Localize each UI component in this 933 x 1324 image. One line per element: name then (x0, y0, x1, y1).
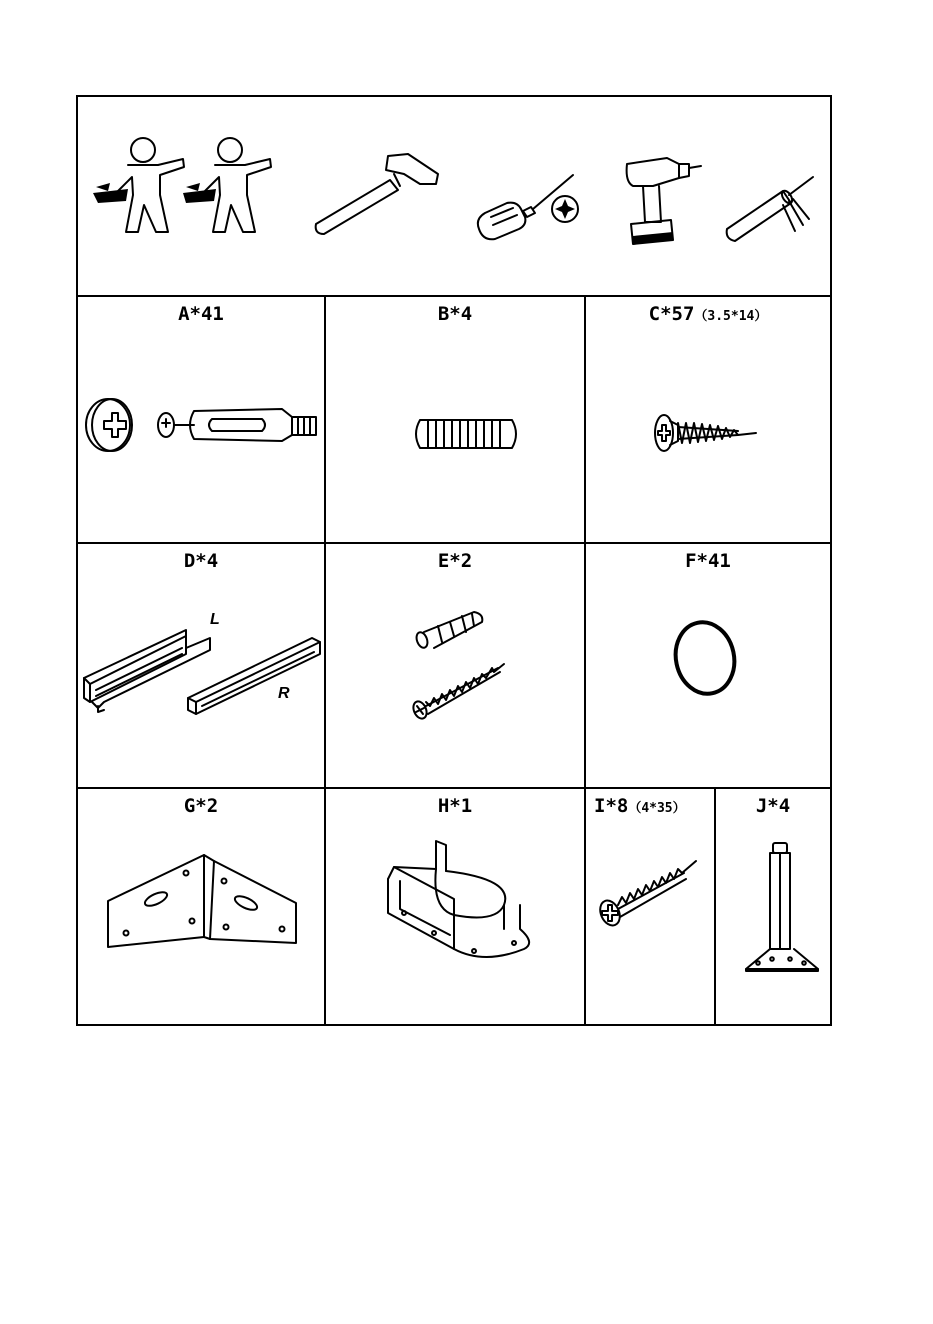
o-ring-icon (670, 618, 740, 698)
part-cell-j (716, 789, 830, 1026)
long-wood-screw-icon (596, 851, 700, 931)
parts-sheet (76, 95, 832, 1026)
caulking-gun-icon (723, 175, 818, 245)
part-label-e: E*2 (437, 550, 473, 572)
part-cell-d (78, 544, 324, 787)
part-cell-i (586, 789, 714, 1026)
part-label-i: I*8（4*35） (594, 795, 686, 817)
right-slide-mark: R (278, 685, 290, 702)
part-cell-g (78, 789, 324, 1026)
part-label-d: D*4 (183, 550, 219, 572)
angle-bracket-icon (106, 851, 300, 951)
u-shaped-cover-icon (384, 839, 534, 969)
part-cell-b (326, 297, 584, 542)
part-cell-e (326, 544, 584, 787)
wall-anchor-and-screw-icon (412, 606, 508, 726)
part-label-g: G*2 (183, 795, 219, 817)
part-cell-c (586, 297, 830, 542)
wooden-dowel-icon (410, 417, 522, 451)
part-cell-a (78, 297, 324, 542)
two-person-assembly-icon (88, 135, 278, 235)
tools-row (78, 97, 830, 297)
cam-lock-fitting-icon (82, 389, 318, 459)
part-cell-h (326, 789, 584, 1026)
part-label-c: C*57（3.5*14） (648, 303, 768, 325)
left-slide-mark: L (210, 611, 220, 628)
part-label-a: A*41 (178, 303, 224, 325)
adjustable-leg-icon (742, 841, 822, 973)
part-cell-f (586, 544, 830, 787)
part-label-j: J*4 (755, 795, 791, 817)
part-label-h: H*1 (437, 795, 473, 817)
part-label-f: F*41 (685, 550, 731, 572)
hammer-icon (308, 152, 443, 237)
short-wood-screw-icon (650, 409, 760, 459)
part-label-b: B*4 (437, 303, 473, 325)
drawer-slide-pair-icon (82, 606, 322, 726)
cordless-drill-icon (623, 152, 703, 252)
phillips-screwdriver-icon (473, 167, 593, 242)
